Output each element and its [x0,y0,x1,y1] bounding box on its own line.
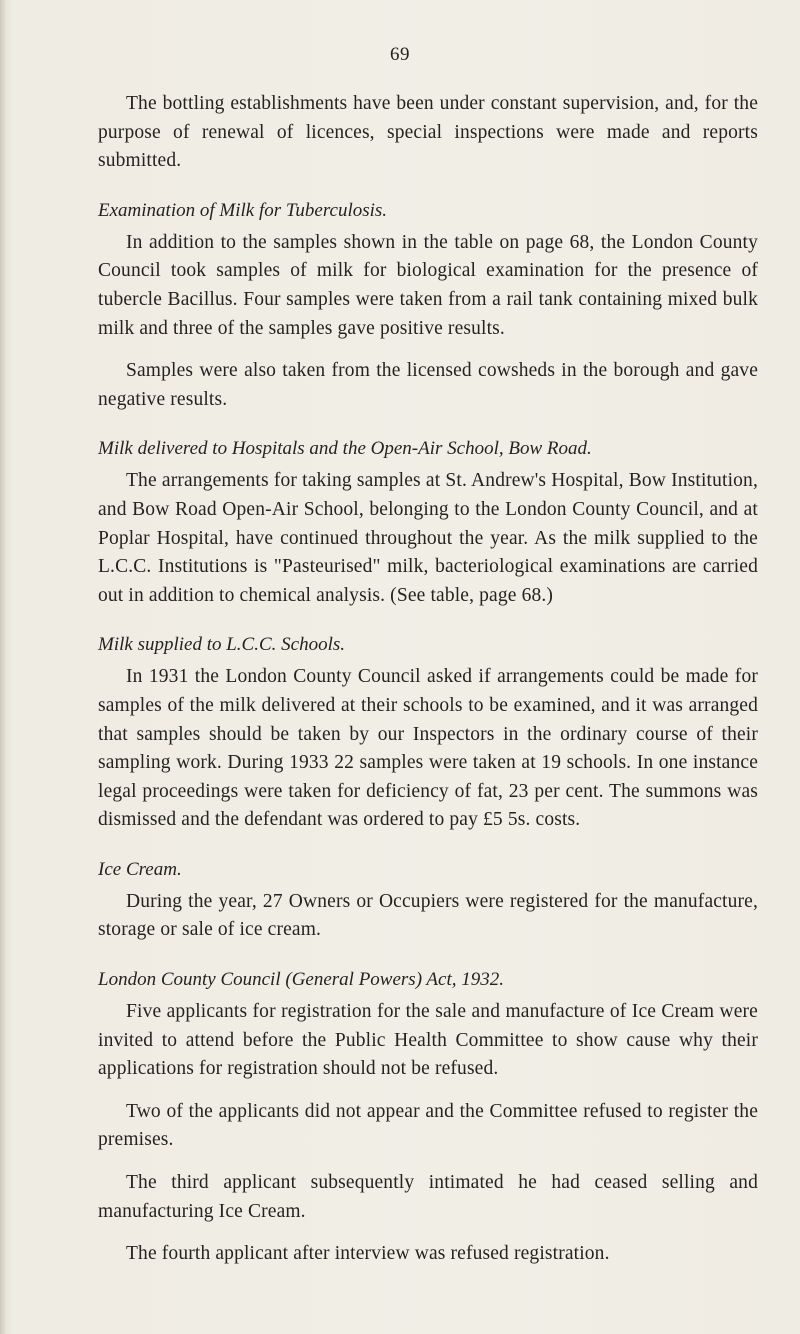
lcc-act-paragraph-2: Two of the applicants did not appear and the Committee refused to register the premises. [98,1100,758,1151]
lcc-act-paragraph-1: Five applicants for registration for the sale and manufacture of Ice Cream were invited to attend before the Public Health Committee to show cause why their applications for registration should not be refused. [98,1001,758,1080]
lcc-act-paragraph-3: The third applicant subsequently intimated he had ceased selling and manufacturing Ice Cream. [98,1172,758,1222]
hospitals-heading: Milk delivered to Hospitals and the Open-Air School, Bow Road. [98,438,592,460]
lcc-act-heading: London County Council (General Powers) Act, 1932. [98,969,505,991]
tuberculosis-paragraph-1: In addition to the samples shown in the table on page 68, the London County Council took samples of milk for biological examination for the presence of tubercle Bacillus. Four samples were taken from a rail tank containing mixed bulk milk and three of the samples gave positive results. [98,231,758,339]
schools-heading: Milk supplied to L.C.C. Schools. [98,634,345,656]
lcc-act-paragraph-4: The fourth applicant after interview was refused registration. [126,1243,610,1265]
page-number: 69 [390,44,410,65]
ice-cream-heading: Ice Cream. [98,858,182,880]
tuberculosis-heading: Examination of Milk for Tuberculosis. [98,199,388,221]
ice-cream-paragraph: During the year, 27 Owners or Occupiers were registered for the manufacture, storage or sale of ice cream. [98,890,758,941]
hospitals-paragraph: The arrangements for taking samples at St. Andrew's Hospital, Bow Institution, and Bow Road Open-Air School, belonging to the London County Council, and at Poplar Hospital, have continued throughout the year. As the milk supplied to the L.C.C. Institutions is "Pasteurised" milk, bacteriological examinations are carried out in addition to chemical analysis. (See table, page 68.) [98,470,758,606]
binding-edge [0,0,6,1334]
schools-paragraph: In 1931 the London County Council asked if arrangements could be made for samples of the milk delivered at their schools to be examined, and it was arranged that samples should be taken by our Inspectors in the ordinary course of their sampling work. During 1933 22 samples were taken at 19 schools. In one instance legal proceedings were taken for deficiency of fat, 23 per cent. The summons was dismissed and the defendant was ordered to pay £5 5s. costs. [98,666,758,831]
tuberculosis-paragraph-2: Samples were also taken from the licensed cowsheds in the borough and gave negative results. [98,360,758,410]
bottling-paragraph: The bottling establishments have been under constant supervision, and, for the purpose of renewal of licences, special inspections were made and reports submitted. [98,93,758,172]
page-body [98,90,758,1269]
